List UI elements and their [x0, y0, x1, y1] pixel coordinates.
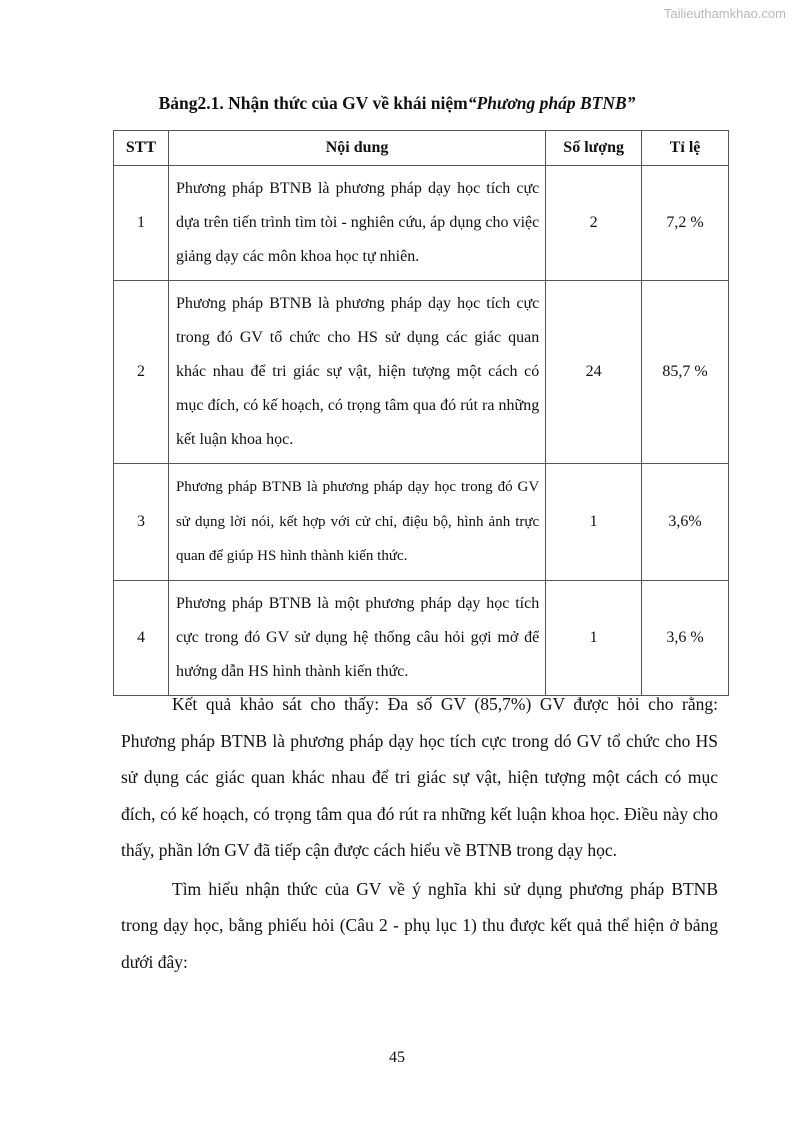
header-quantity: Số lượng: [546, 131, 642, 166]
row-content: Phương pháp BTNB là phương pháp dạy học tích cực dựa trên tiến trình tìm tòi - nghiên cứu, áp dụng cho việc giảng dạy các môn khoa học tự nhiên.: [168, 166, 545, 281]
table-caption: [0, 93, 794, 114]
page-number: 45: [389, 1049, 405, 1066]
row-rate: 7,2 %: [642, 166, 729, 281]
row-stt: 4: [114, 580, 169, 695]
header-stt: STT: [114, 131, 169, 166]
paragraph-next-survey: Tìm hiểu nhận thức của GV về ý nghĩa khi sử dụng phương pháp BTNB trong dạy học, bằng phiếu hỏi (Câu 2 - phụ lục 1) thu được kết quả thể hiện ở bảng dưới đây:: [121, 878, 718, 972]
row-rate: 85,7 %: [642, 281, 729, 464]
row-rate: 3,6 %: [642, 580, 729, 695]
row-content: Phương pháp BTNB là một phương pháp dạy học tích cực trong đó GV sử dụng hệ thống câu hỏi gợi mở để hướng dẫn HS hình thành kiến thức.: [168, 580, 545, 695]
row-quantity: 24: [546, 281, 642, 464]
paragraph-results: Kết quả khảo sát cho thấy: Đa số GV (85,7%) GV được hỏi cho rằng: Phương pháp BTNB là phương pháp dạy học tích cực trong dó GV tổ chức cho HS sử dụng các giác quan khác nhau để tri giác sự vật, hiện tượng một cách có mục đích, có kế hoạch, có trọng tâm qua đó rút ra những kết luận khoa học. Điều này cho thấy, phần lớn GV đã tiếp cận được cách hiểu về BTNB trong dạy học.: [121, 694, 718, 860]
table-row: [114, 166, 729, 281]
header-rate: Tỉ lệ: [642, 131, 729, 166]
body-text: [121, 686, 718, 982]
table-row: [114, 281, 729, 464]
table-header-row: [114, 131, 729, 166]
row-quantity: 1: [546, 580, 642, 695]
row-content: Phương pháp BTNB là phương pháp dạy học tích cực trong đó GV tổ chức cho HS sử dụng các giác quan khác nhau để tri giác sự vật, hiện tượng một cách có mục đích, có kế hoạch, có trọng tâm qua đó rút ra những kết luận khoa học.: [168, 281, 545, 464]
header-content: Nội dung: [168, 131, 545, 166]
row-stt: 3: [114, 464, 169, 581]
row-stt: 1: [114, 166, 169, 281]
row-rate: 3,6%: [642, 464, 729, 581]
row-quantity: 2: [546, 166, 642, 281]
row-stt: 2: [114, 281, 169, 464]
watermark: Tailieuthamkhao.com: [663, 6, 786, 21]
survey-table: [113, 130, 729, 696]
table-row: [114, 464, 729, 581]
row-quantity: 1: [546, 464, 642, 581]
row-content: Phương pháp BTNB là phương pháp dạy học trong đó GV sử dụng lời nói, kết hợp với cử chỉ, điệu bộ, hình ảnh trực quan để giúp HS hình thành kiến thức.: [168, 464, 545, 581]
caption-italic: “Phương pháp BTNB”: [467, 93, 636, 113]
table-row: [114, 580, 729, 695]
caption-prefix: Bảng2.1. Nhận thức của GV về khái niệm: [158, 93, 468, 113]
